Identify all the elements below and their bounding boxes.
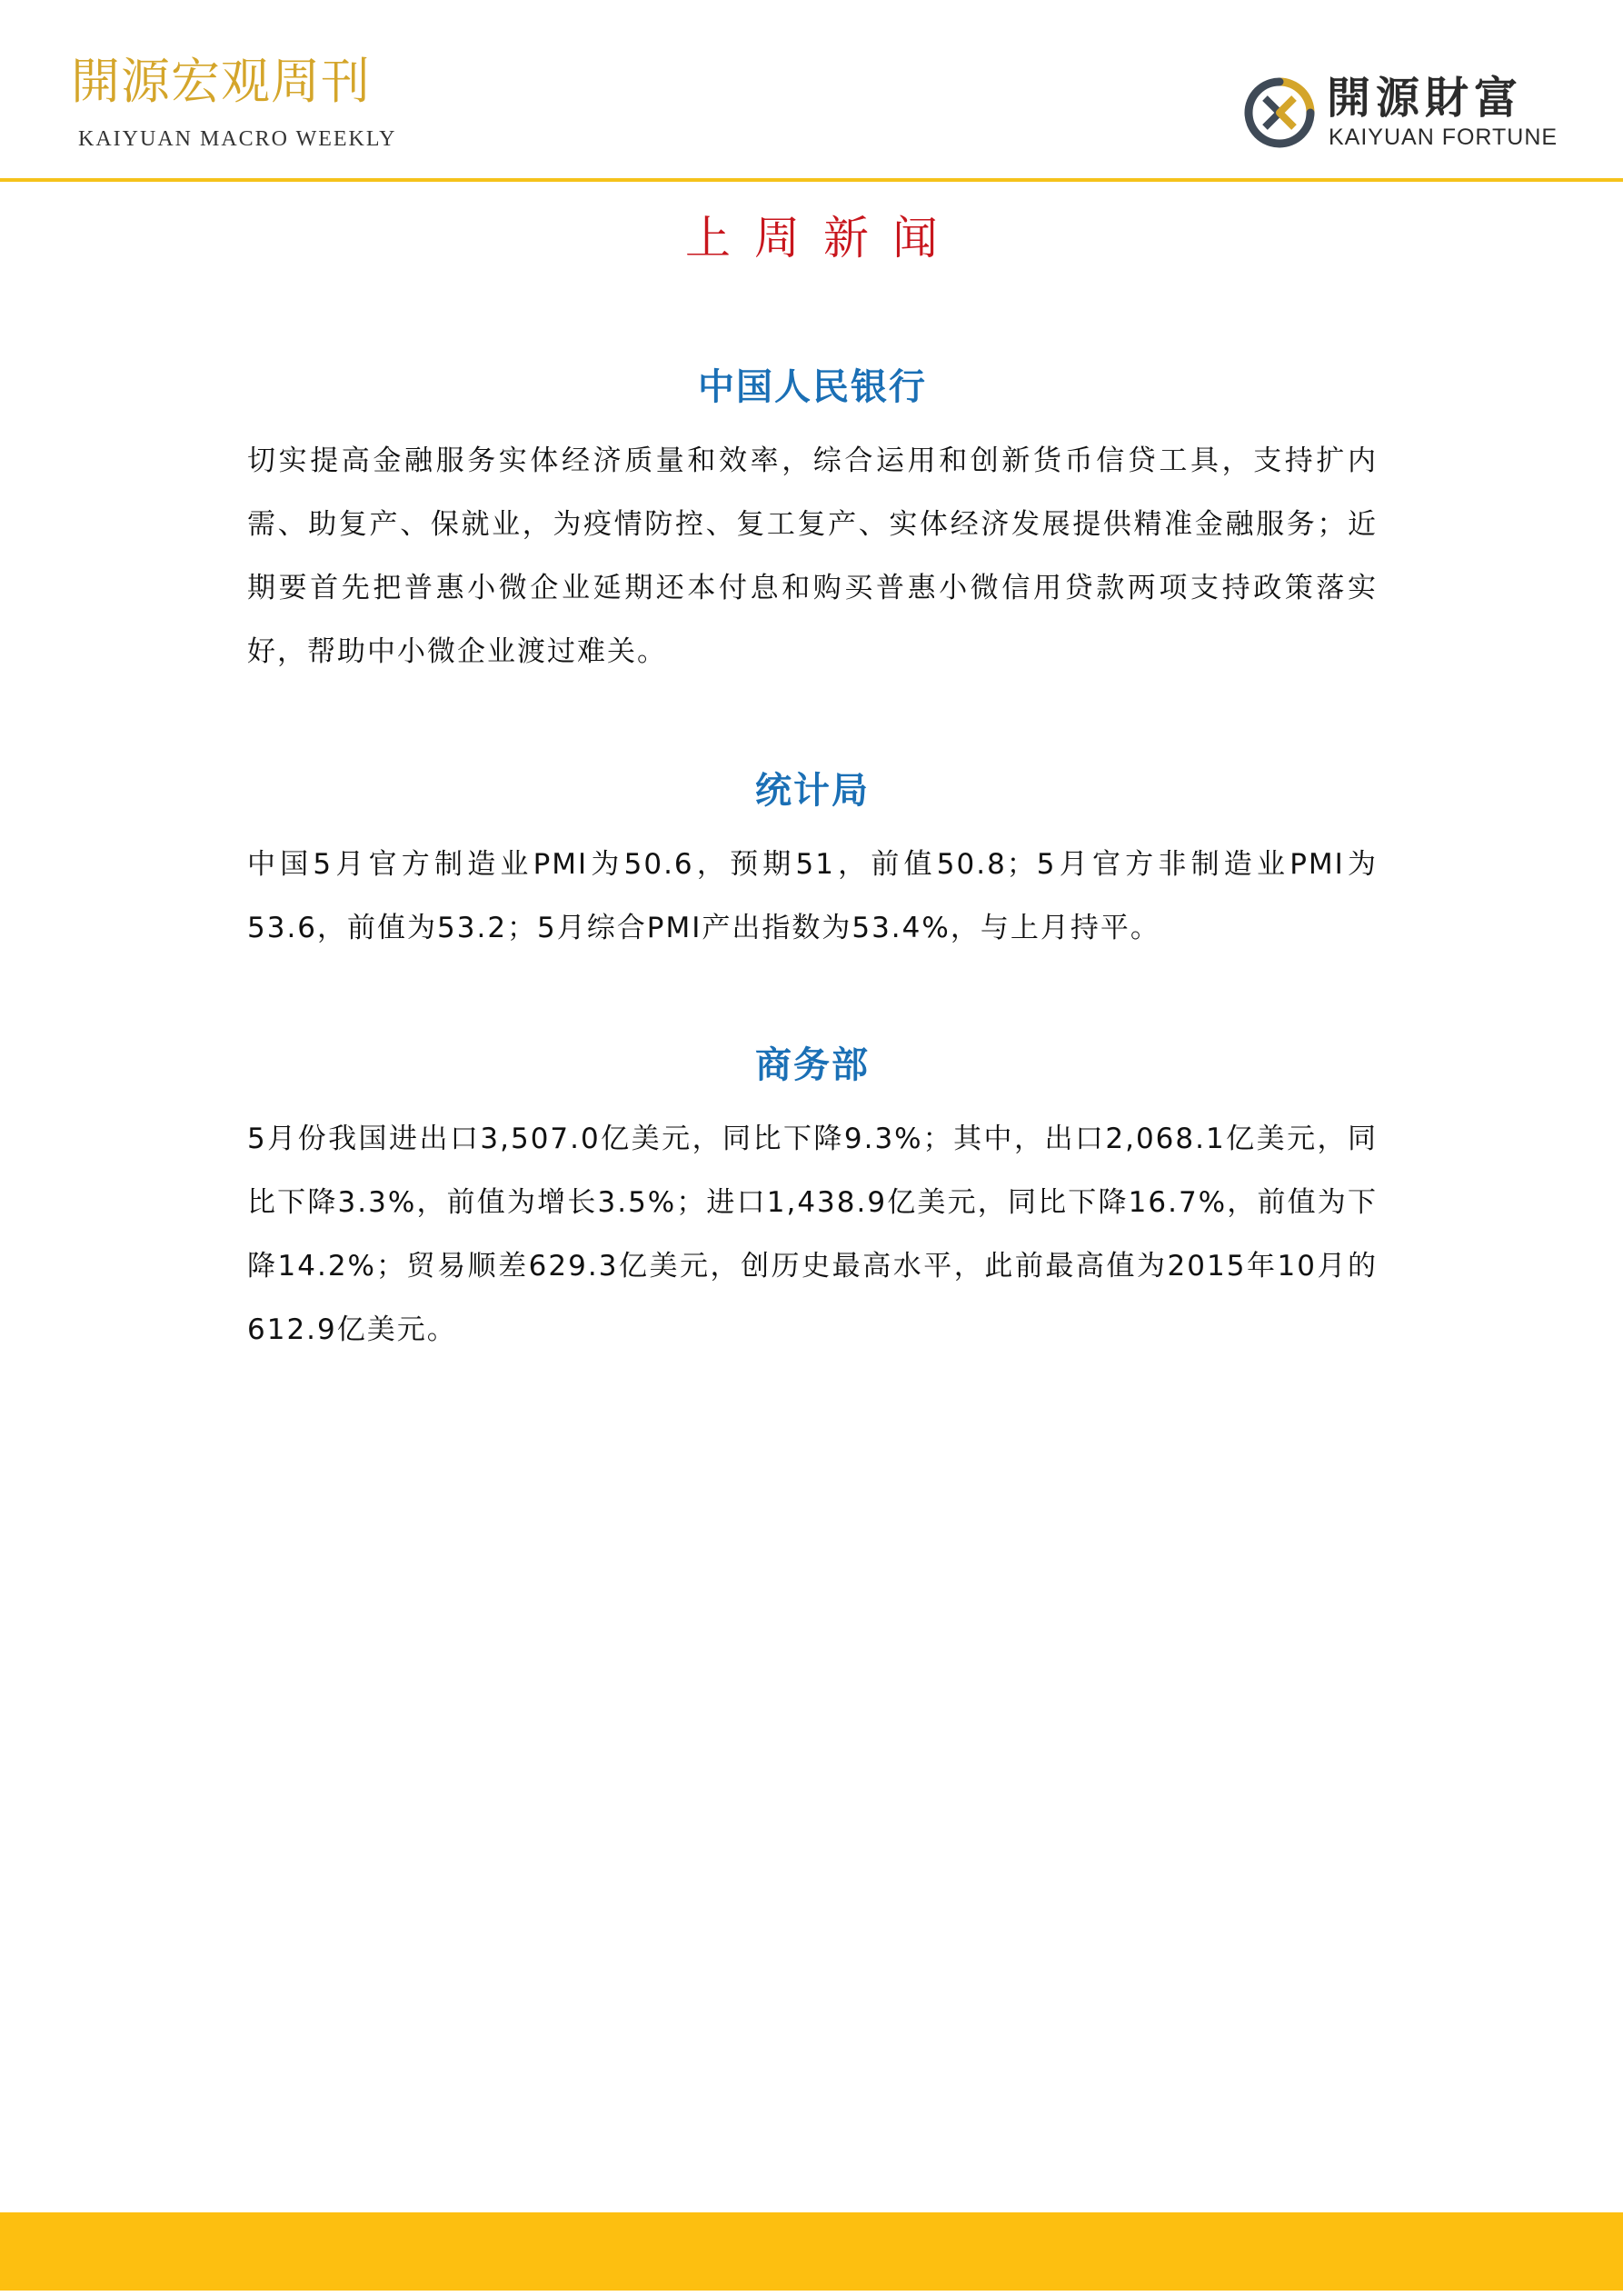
section-body: 中国5月官方制造业PMI为50.6，预期51，前值50.8；5月官方非制造业PMI为53.6，前值为53.2；5月综合PMI产出指数为53.4%，与上月持平。: [247, 848, 1378, 944]
section-statistics-bureau: [247, 765, 1378, 960]
brand-title: 開源宏观周刊: [71, 53, 371, 110]
section-ministry-of-commerce: [247, 1040, 1378, 1362]
brand-subtitle: KAIYUAN MACRO WEEKLY: [78, 127, 397, 151]
footer-bar: [0, 2212, 1623, 2291]
section-pboc: [247, 362, 1378, 684]
section-heading: 商务部: [755, 1043, 870, 1086]
section-heading: 中国人民银行: [698, 365, 927, 408]
logo-name-cn: 開源財富: [1327, 73, 1524, 124]
company-logo: [1243, 71, 1558, 153]
page-header: [0, 0, 1623, 182]
header-divider: [0, 178, 1623, 182]
section-body: 5月份我国进出口3,507.0亿美元，同比下降9.3%；其中，出口2,068.1亿美元，同比下降3.3%，前值为增长3.5%；进口1,438.9亿美元，同比下降16.7%，前值为下降14.2%；贸易顺差629.3亿美元，创历史最高水平，此前最高值为2015年10月的612.9亿美元。: [247, 1123, 1378, 1346]
logo-name-en: KAIYUAN FORTUNE: [1329, 125, 1558, 150]
section-body: 切实提高金融服务实体经济质量和效率，综合运用和创新货币信贷工具，支持扩内需、助复产、保就业，为疫情防控、复工复产、实体经济发展提供精准金融服务；近期要首先把普惠小微企业延期还本付息和购买普惠小微信用贷款两项支持政策落实好，帮助中小微企业渡过难关。: [247, 444, 1378, 668]
page-title: 上周新闻: [685, 212, 961, 265]
kaiyuan-logo-icon: [1243, 76, 1316, 149]
section-heading: 统计局: [755, 769, 870, 812]
